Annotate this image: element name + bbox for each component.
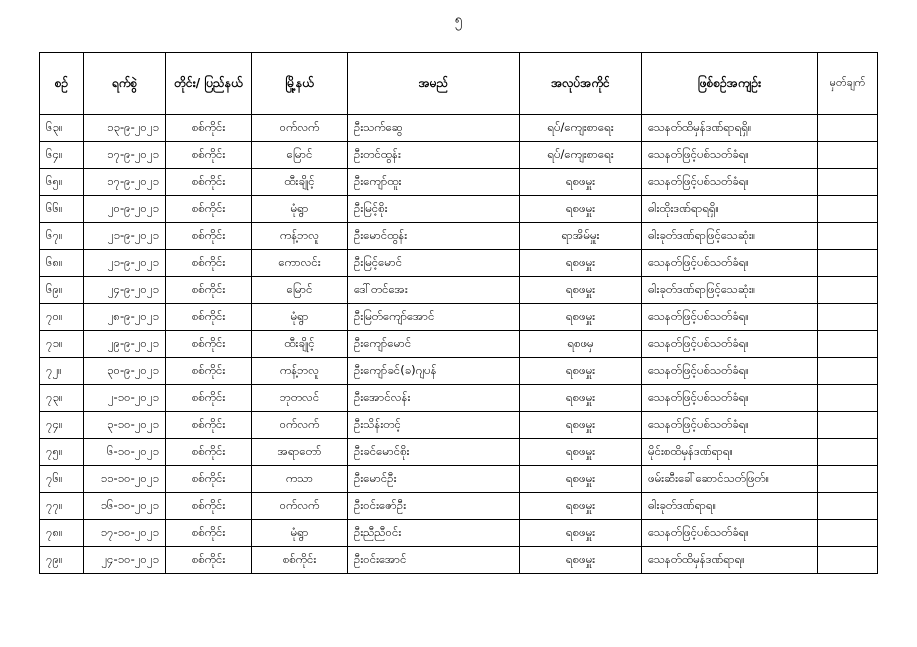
table-row [40, 358, 878, 385]
cell-date: ၂၉-၉-၂၀၂၁ [84, 331, 166, 358]
header-remarks: မှတ်ချက် [818, 53, 878, 115]
cell-cause: သေနတ်ဖြင့်ပစ်သတ်ခံရ။ [642, 169, 818, 196]
cell-date: ၂-၁၀-၂၀၂၁ [84, 385, 166, 412]
cell-township: ကန့်ဘလူ [252, 223, 348, 250]
cell-no: ၇၈။ [40, 520, 84, 547]
cell-occupation: ရစဖမှ [520, 331, 642, 358]
cell-state: စစ်ကိုင်း [166, 385, 252, 412]
cell-remarks [818, 358, 878, 385]
cell-no: ၇၇။ [40, 493, 84, 520]
cell-no: ၆၅။ [40, 169, 84, 196]
cell-remarks [818, 169, 878, 196]
cell-name: ဦးကျော်ခင်(ခ)ဂျပန် [348, 358, 520, 385]
cell-remarks [818, 493, 878, 520]
cell-date: ၃၀-၉-၂၀၂၁ [84, 358, 166, 385]
cell-township: မုံရွာ [252, 196, 348, 223]
cell-township: ထီးချိုင့် [252, 331, 348, 358]
cell-state: စစ်ကိုင်း [166, 412, 252, 439]
table-row [40, 547, 878, 574]
cell-name: ဦးမောင်ဦး [348, 466, 520, 493]
cell-cause: သေနတ်ဖြင့်ပစ်သတ်ခံရ။ [642, 142, 818, 169]
cell-no: ၇၉။ [40, 547, 84, 574]
cell-township: မုံရွာ [252, 304, 348, 331]
table-row [40, 304, 878, 331]
records-table [39, 52, 878, 574]
cell-occupation: ရစဖမှူး [520, 304, 642, 331]
cell-cause: ဓါးခုတ်ဒဏ်ရာဖြင့်သေဆုံး။ [642, 277, 818, 304]
cell-no: ၆၉။ [40, 277, 84, 304]
cell-cause: မိုင်းစထိမှန်ဒဏ်ရာရ။ [642, 439, 818, 466]
cell-name: ဦးကျော်မောင် [348, 331, 520, 358]
cell-remarks [818, 250, 878, 277]
cell-state: စစ်ကိုင်း [166, 142, 252, 169]
cell-name: ဦးဝင်းဇော်ဦး [348, 493, 520, 520]
cell-cause: သေနတ်ဖြင့်ပစ်သတ်ခံရ။ [642, 331, 818, 358]
table-row [40, 412, 878, 439]
cell-remarks [818, 304, 878, 331]
cell-name: ဦးမောင်ထွန်း [348, 223, 520, 250]
table-row [40, 250, 878, 277]
cell-occupation: ရာအိမ်မှူး [520, 223, 642, 250]
cell-name: ဦးညီညီဝင်း [348, 520, 520, 547]
header-row [40, 53, 878, 115]
table-row [40, 223, 878, 250]
table-row [40, 277, 878, 304]
cell-occupation: ရစဖမှူး [520, 439, 642, 466]
cell-township: ဝက်လက် [252, 115, 348, 142]
cell-cause: ဖမ်းဆီးခေါ်ဆောင်သတ်ဖြတ်။ [642, 466, 818, 493]
cell-name: ဦးကျော်ထူး [348, 169, 520, 196]
cell-cause: သေနတ်ဖြင့်ပစ်သတ်ခံရ။ [642, 304, 818, 331]
cell-state: စစ်ကိုင်း [166, 277, 252, 304]
table-row [40, 493, 878, 520]
cell-occupation: ရစဖမှူး [520, 547, 642, 574]
cell-cause: သေနတ်ထိမှန်ဒဏ်ရာရ။ [642, 547, 818, 574]
cell-date: ၂၁-၉-၂၀၂၁ [84, 250, 166, 277]
cell-remarks [818, 277, 878, 304]
header-no: စဉ် [40, 53, 84, 115]
cell-state: စစ်ကိုင်း [166, 439, 252, 466]
cell-no: ၆၆။ [40, 196, 84, 223]
cell-date: ၂၀-၉-၂၀၂၁ [84, 196, 166, 223]
cell-township: မြောင် [252, 142, 348, 169]
cell-occupation: ရစဖမှူး [520, 412, 642, 439]
cell-date: ၂၄-၉-၂၀၂၁ [84, 277, 166, 304]
cell-remarks [818, 466, 878, 493]
cell-state: စစ်ကိုင်း [166, 358, 252, 385]
cell-occupation: ရစဖမှူး [520, 385, 642, 412]
cell-state: စစ်ကိုင်း [166, 520, 252, 547]
cell-no: ၇၄။ [40, 412, 84, 439]
cell-occupation: ရစဖမှူး [520, 466, 642, 493]
cell-remarks [818, 115, 878, 142]
cell-township: ကောလင်း [252, 250, 348, 277]
cell-township: အရာတော် [252, 439, 348, 466]
header-name: အမည် [348, 53, 520, 115]
cell-state: စစ်ကိုင်း [166, 493, 252, 520]
cell-no: ၆၈။ [40, 250, 84, 277]
cell-no: ၇၃။ [40, 385, 84, 412]
cell-township: ဝက်လက် [252, 412, 348, 439]
cell-no: ၇၁။ [40, 331, 84, 358]
cell-cause: သေနတ်ဖြင့်ပစ်သတ်ခံရ။ [642, 412, 818, 439]
cell-name: ဦးခင်မောင်စိုး [348, 439, 520, 466]
cell-date: ၁၇-၁၀-၂၀၂၁ [84, 520, 166, 547]
cell-date: ၁၇-၉-၂၀၂၁ [84, 169, 166, 196]
cell-occupation: ရစဖမှူး [520, 169, 642, 196]
cell-occupation: ရစဖမှူး [520, 358, 642, 385]
cell-occupation: ရစဖမှူး [520, 493, 642, 520]
cell-remarks [818, 547, 878, 574]
cell-cause: သေနတ်ဖြင့်ပစ်သတ်ခံရ။ [642, 358, 818, 385]
header-date: ရက်စွဲ [84, 53, 166, 115]
cell-township: စစ်ကိုင်း [252, 547, 348, 574]
cell-date: ၁၁-၁၀-၂၀၂၁ [84, 466, 166, 493]
cell-remarks [818, 223, 878, 250]
cell-state: စစ်ကိုင်း [166, 304, 252, 331]
cell-state: စစ်ကိုင်း [166, 169, 252, 196]
cell-no: ၇၆။ [40, 466, 84, 493]
cell-township: ဝက်လက် [252, 493, 348, 520]
cell-name: ဒေါ်တင်အေး [348, 277, 520, 304]
cell-occupation: ရစဖမှူး [520, 277, 642, 304]
cell-date: ၂၈-၉-၂၀၂၁ [84, 304, 166, 331]
cell-state: စစ်ကိုင်း [166, 547, 252, 574]
cell-cause: သေနတ်ဖြင့်ပစ်သတ်ခံရ။ [642, 250, 818, 277]
cell-date: ၂၁-၉-၂၀၂၁ [84, 223, 166, 250]
header-township: မြို့နယ် [252, 53, 348, 115]
table-row [40, 142, 878, 169]
cell-name: ဦးမြင့်စိုး [348, 196, 520, 223]
cell-state: စစ်ကိုင်း [166, 223, 252, 250]
cell-name: ဦးအောင်လန်း [348, 385, 520, 412]
cell-no: ၆၄။ [40, 142, 84, 169]
cell-township: မုံရွာ [252, 520, 348, 547]
cell-state: စစ်ကိုင်း [166, 250, 252, 277]
cell-occupation: ရပ်/ကျေးစာရေး [520, 115, 642, 142]
page-number: ၅ [454, 12, 463, 28]
cell-township: ဘုတလင် [252, 385, 348, 412]
cell-occupation: ရစဖမှူး [520, 520, 642, 547]
cell-cause: သေနတ်ဖြင့်ပစ်သတ်ခံရ။ [642, 385, 818, 412]
cell-cause: ဓါးခုတ်ဒဏ်ရာဖြင့်သေဆုံး။ [642, 223, 818, 250]
cell-remarks [818, 385, 878, 412]
cell-township: ကန့်ဘလူ [252, 358, 348, 385]
cell-state: စစ်ကိုင်း [166, 466, 252, 493]
cell-remarks [818, 412, 878, 439]
table-row [40, 331, 878, 358]
cell-cause: ဓါးခုတ်ဒဏ်ရာရ။ [642, 493, 818, 520]
cell-name: ဦးမြင့်မောင် [348, 250, 520, 277]
cell-date: ၁၆-၁၀-၂၀၂၁ [84, 493, 166, 520]
table-row [40, 169, 878, 196]
header-state: တိုင်း/ ပြည်နယ် [166, 53, 252, 115]
cell-township: ထီးချိုင့် [252, 169, 348, 196]
cell-date: ၁၃-၉-၂၀၂၁ [84, 115, 166, 142]
cell-no: ၆၇။ [40, 223, 84, 250]
table-row [40, 466, 878, 493]
cell-occupation: ရစဖမှူး [520, 196, 642, 223]
cell-no: ၇၀။ [40, 304, 84, 331]
cell-remarks [818, 331, 878, 358]
cell-name: ဦးဝင်းအောင် [348, 547, 520, 574]
cell-no: ၇၅။ [40, 439, 84, 466]
cell-date: ၃-၁၀-၂၀၂၁ [84, 412, 166, 439]
cell-state: စစ်ကိုင်း [166, 196, 252, 223]
cell-date: ၆-၁၀-၂၀၂၁ [84, 439, 166, 466]
cell-no: ၇၂။ [40, 358, 84, 385]
table-row [40, 520, 878, 547]
cell-date: ၂၄-၁၀-၂၀၂၁ [84, 547, 166, 574]
cell-cause: ဓါးထိုးဒဏ်ရာရရှိ။ [642, 196, 818, 223]
cell-no: ၆၃။ [40, 115, 84, 142]
cell-cause: သေနတ်ထိမှန်ဒဏ်ရာရရှိ။ [642, 115, 818, 142]
table-body [40, 115, 878, 574]
cell-state: စစ်ကိုင်း [166, 115, 252, 142]
cell-cause: သေနတ်ဖြင့်ပစ်သတ်ခံရ။ [642, 520, 818, 547]
cell-remarks [818, 520, 878, 547]
cell-occupation: ရပ်/ကျေးစာရေး [520, 142, 642, 169]
header-occupation: အလုပ်အကိုင် [520, 53, 642, 115]
table-row [40, 439, 878, 466]
cell-state: စစ်ကိုင်း [166, 331, 252, 358]
cell-name: ဦးသက်ဆွေ [348, 115, 520, 142]
cell-date: ၁၇-၉-၂၀၂၁ [84, 142, 166, 169]
cell-name: ဦးမြတ်ကျော်အောင် [348, 304, 520, 331]
cell-name: ဦးသိန်းတင့် [348, 412, 520, 439]
cell-name: ဦးတင်ထွန်း [348, 142, 520, 169]
cell-township: ကသာ [252, 466, 348, 493]
cell-remarks [818, 142, 878, 169]
cell-township: မြောင် [252, 277, 348, 304]
table-row [40, 115, 878, 142]
cell-remarks [818, 439, 878, 466]
cell-remarks [818, 196, 878, 223]
table-row [40, 196, 878, 223]
header-cause: ဖြစ်စဉ်အကျဉ်း [642, 53, 818, 115]
cell-occupation: ရစဖမှူး [520, 250, 642, 277]
table-row [40, 385, 878, 412]
